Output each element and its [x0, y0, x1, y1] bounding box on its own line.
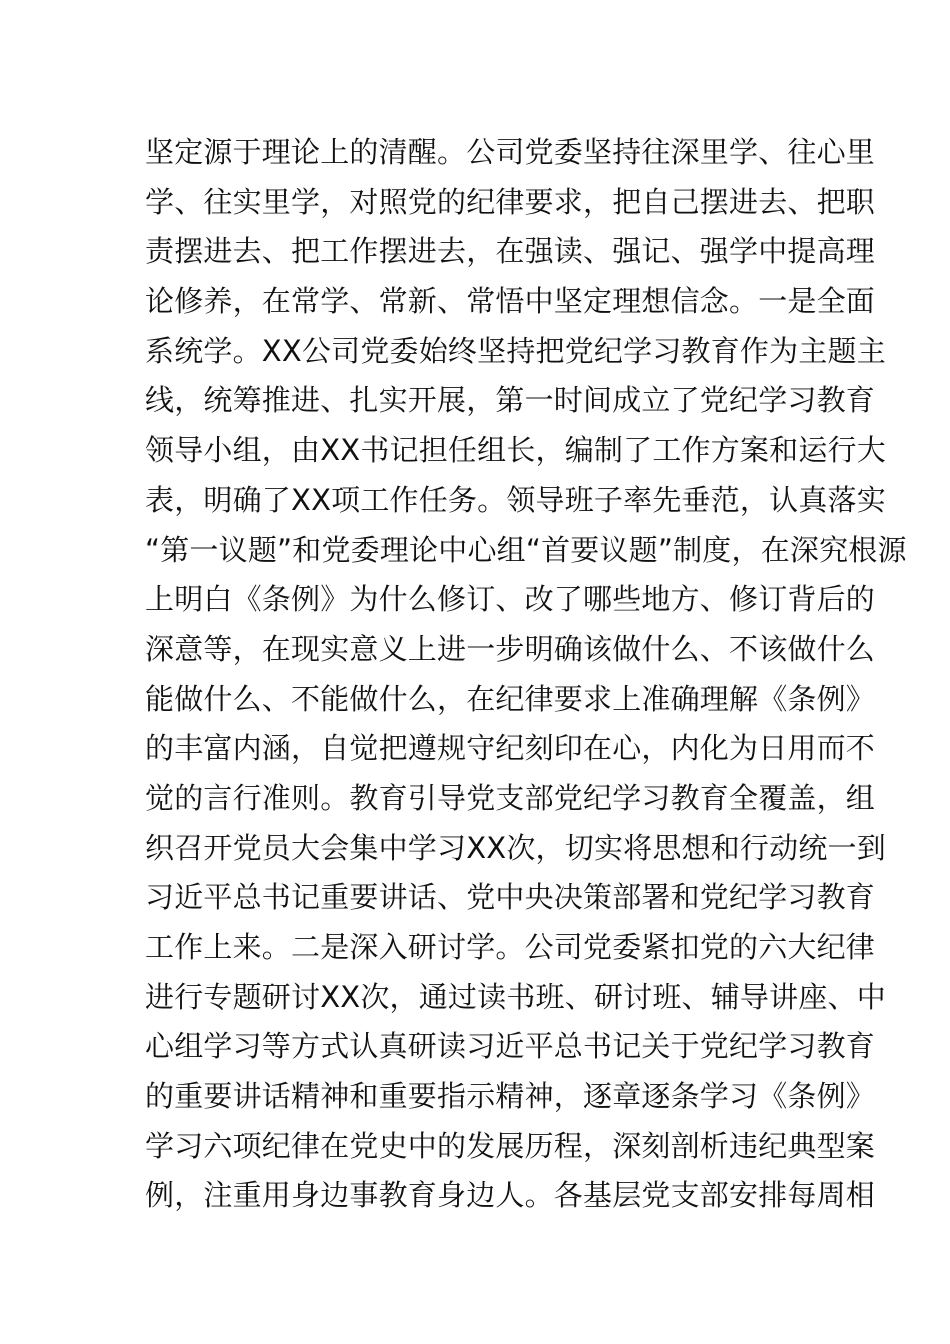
text-line: 领导小组，由XX书记担任组长，编制了工作方案和运行大	[145, 433, 886, 468]
text-line: 织召开党员大会集中学习XX次，切实将思想和行动统一到	[145, 830, 886, 865]
text-line: 深意等，在现实意义上进一步明确该做什么、不该做什么	[145, 631, 876, 666]
text-line: 系统学。XX公司党委始终坚持把党纪学习教育作为主题主	[145, 333, 886, 368]
text-line: 学习六项纪律在党史中的发展历程，深刻剖析违纪典型案	[145, 1128, 876, 1163]
text-line: 线，统筹推进、扎实开展，第一时间成立了党纪学习教育	[145, 383, 876, 418]
text-line: “第一议题”和党委理论中心组“首要议题”制度，在深究根源	[145, 532, 907, 567]
body-text	[145, 128, 907, 1221]
text-line: 能做什么、不能做什么，在纪律要求上准确理解《条例》	[145, 681, 876, 716]
text-line: 责摆进去、把工作摆进去，在强读、强记、强学中提高理	[145, 234, 876, 269]
text-line: 习近平总书记重要讲话、党中央决策部署和党纪学习教育	[145, 880, 876, 915]
text-line: 进行专题研讨XX次，通过读书班、研讨班、辅导讲座、中	[145, 979, 886, 1014]
text-line: 坚定源于理论上的清醒。公司党委坚持往深里学、往心里	[145, 135, 876, 169]
text-line: 学、往实里学，对照党的纪律要求，把自己摆进去、把职	[145, 184, 876, 219]
text-line: 的重要讲话精神和重要指示精神，逐章逐条学习《条例》	[145, 1079, 876, 1114]
text-line: 上明白《条例》为什么修订、改了哪些地方、修订背后的	[145, 582, 876, 617]
text-line: 论修养，在常学、常新、常悟中坚定理想信念。一是全面	[145, 284, 876, 319]
text-line: 工作上来。二是深入研讨学。公司党委紧扣党的六大纪律	[145, 930, 876, 964]
text-line: 的丰富内涵，自觉把遵规守纪刻印在心，内化为日用而不	[145, 731, 876, 766]
text-line: 表，明确了XX项工作任务。领导班子率先垂范，认真落实	[145, 482, 886, 517]
text-line: 例，注重用身边事教育身边人。各基层党支部安排每周相	[145, 1178, 876, 1213]
text-line: 心组学习等方式认真研读习近平总书记关于党纪学习教育	[145, 1029, 876, 1064]
text-line: 觉的言行准则。教育引导党支部党纪学习教育全覆盖，组	[145, 780, 876, 815]
